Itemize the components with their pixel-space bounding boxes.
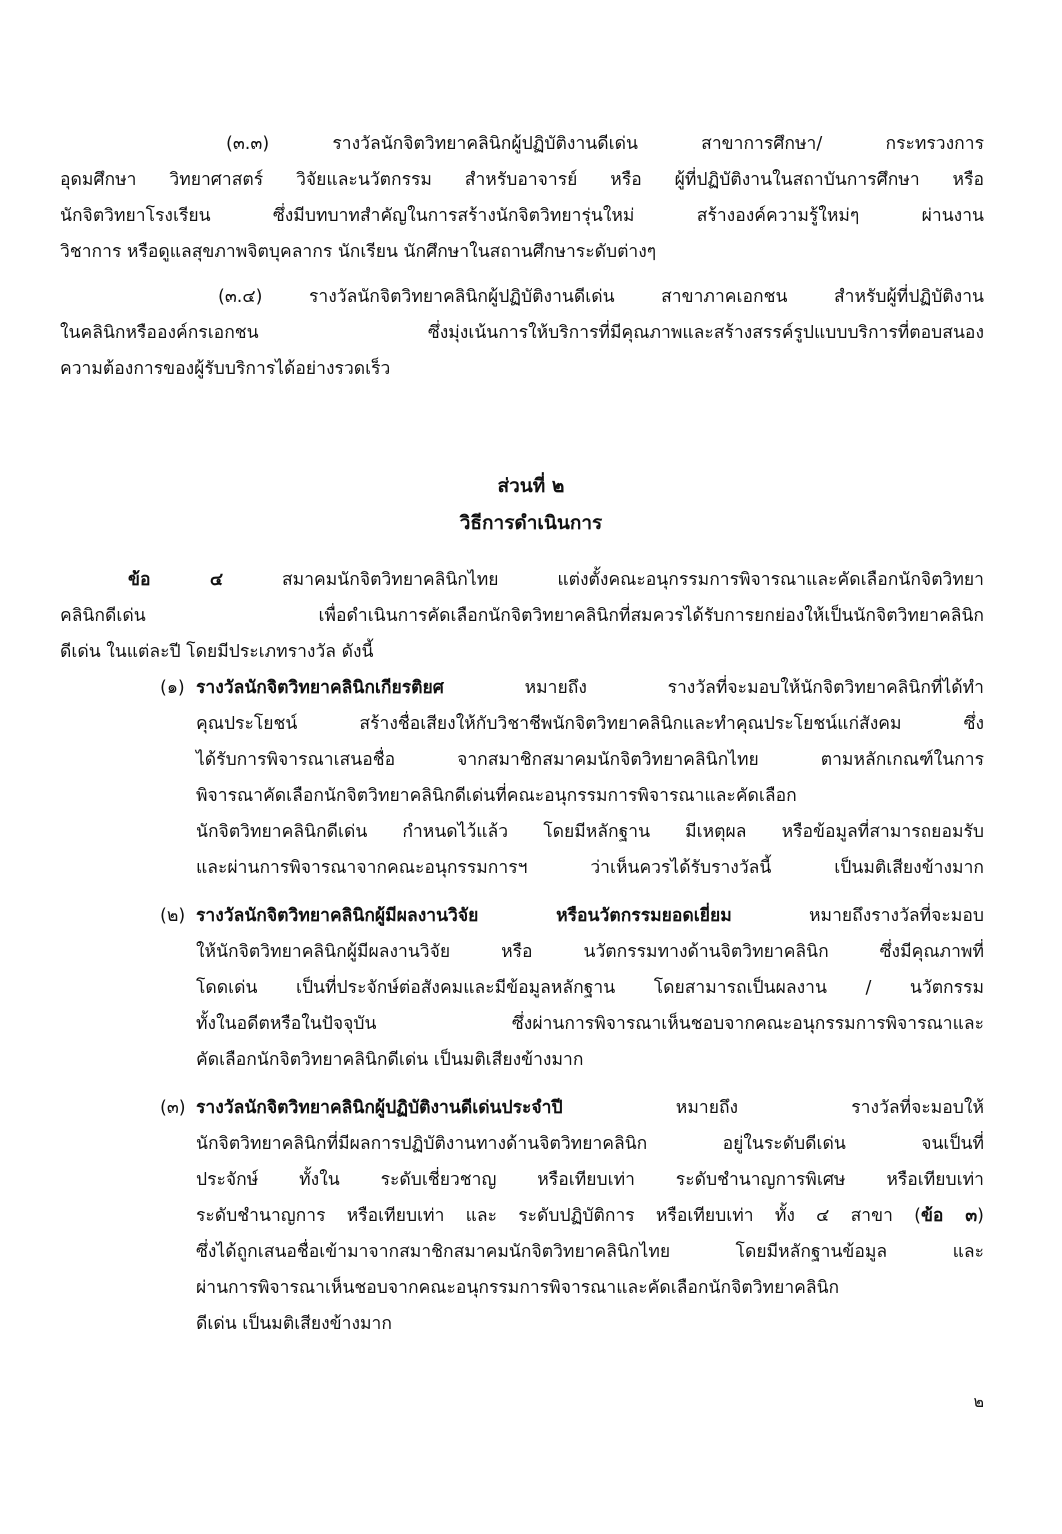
para-3-4-line-1: (๓.๔) รางวัลนักจิตวิทยาคลินิกผู้ปฏิบัติงานดีเด่น สาขาภาคเอกชน สำหรับผู้ที่ปฏิบัติงาน	[218, 287, 984, 307]
para-3-3-line-1: (๓.๓) รางวัลนักจิตวิทยาคลินิกผู้ปฏิบัติงานดีเด่น สาขาการศึกษา/ กระทรวงการ	[226, 134, 984, 154]
award-2-line-1	[196, 898, 984, 934]
award-3-number: (๓)	[160, 1098, 186, 1118]
award-2-line-3: โดดเด่น เป็นที่ประจักษ์ต่อสังคมและมีข้อมูลหลักฐาน โดยสามารถเป็นผลงาน / นวัตกรรม	[196, 978, 984, 998]
award-2-first-rest: หมายถึงรางวัลที่จะมอบ	[809, 906, 984, 926]
para-3-3-line-2: อุดมศึกษา วิทยาศาสตร์ วิจัยและนวัตกรรม สำหรับอาจารย์ หรือ ผู้ที่ปฏิบัติงานในสถาบันการศึกษา หรือ	[60, 170, 984, 190]
award-3-line-2: นักจิตวิทยาคลินิกที่มีผลการปฏิบัติงานทางด้านจิตวิทยาคลินิก อยู่ในระดับดีเด่น จนเป็นที่	[196, 1134, 984, 1154]
award-3-line-6: ผ่านการพิจารณาเห็นชอบจากคณะอนุกรรมการพิจารณาและคัดเลือกนักจิตวิทยาคลินิก	[196, 1278, 840, 1298]
award-3-first-rest: หมายถึง รางวัลที่จะมอบให้	[675, 1098, 984, 1118]
article-4-line-1	[128, 562, 984, 598]
award-1-title: รางวัลนักจิตวิทยาคลินิกเกียรติยศ	[196, 678, 444, 698]
award-2-line-5: คัดเลือกนักจิตวิทยาคลินิกดีเด่น เป็นมติเสียงข้างมาก	[196, 1050, 584, 1070]
award-3-line-4	[196, 1198, 984, 1234]
award-3-line-1	[196, 1090, 984, 1126]
award-3-line-4-ref: ข้อ ๓	[920, 1206, 978, 1226]
award-3-line-4-post: )	[977, 1206, 984, 1226]
award-2-title: รางวัลนักจิตวิทยาคลินิกผู้มีผลงานวิจัย หรือนวัตกรรมยอดเยี่ยม	[196, 906, 732, 926]
award-3-line-7: ดีเด่น เป็นมติเสียงข้างมาก	[196, 1314, 392, 1334]
award-1-number: (๑)	[160, 678, 185, 698]
para-3-4-line-3: ความต้องการของผู้รับบริการได้อย่างรวดเร็ว	[60, 359, 391, 379]
award-1-line-1	[196, 670, 984, 706]
award-1-line-4: พิจารณาคัดเลือกนักจิตวิทยาคลินิกดีเด่นที่คณะอนุกรรมการพิจารณาและคัดเลือก	[196, 786, 797, 806]
award-2-number: (๒)	[160, 906, 186, 926]
award-1-first-rest: หมายถึง รางวัลที่จะมอบให้นักจิตวิทยาคลินิกที่ได้ทำ	[524, 678, 984, 698]
award-3-title: รางวัลนักจิตวิทยาคลินิกผู้ปฏิบัติงานดีเด่นประจำปี	[196, 1098, 563, 1118]
article-4-line-3: ดีเด่น ในแต่ละปี โดยมีประเภทรางวัล ดังนี้	[60, 642, 374, 662]
award-1-line-6: และผ่านการพิจารณาจากคณะอนุกรรมการฯ ว่าเห็นควรได้รับรางวัลนี้ เป็นมติเสียงข้างมาก	[196, 858, 984, 878]
award-1-line-5: นักจิตวิทยาคลินิกดีเด่น กำหนดไว้แล้ว โดยมีหลักฐาน มีเหตุผล หรือข้อมูลที่สามารถยอมรับ	[196, 822, 984, 842]
article-4-first-line: สมาคมนักจิตวิทยาคลินิกไทย แต่งตั้งคณะอนุกรรมการพิจารณาและคัดเลือกนักจิตวิทยา	[282, 570, 984, 590]
page-number: ๒	[973, 1392, 984, 1411]
part-heading: ส่วนที่ ๒	[497, 475, 565, 497]
award-3-line-5: ซึ่งได้ถูกเสนอชื่อเข้ามาจากสมาชิกสมาคมนักจิตวิทยาคลินิกไทย โดยมีหลักฐานข้อมูล และ	[196, 1242, 984, 1262]
award-3-line-3: ประจักษ์ ทั้งใน ระดับเชี่ยวชาญ หรือเทียบเท่า ระดับชำนาญการพิเศษ หรือเทียบเท่า	[196, 1170, 984, 1190]
award-1-line-3: ได้รับการพิจารณาเสนอชื่อ จากสมาชิกสมาคมนักจิตวิทยาคลินิกไทย ตามหลักเกณฑ์ในการ	[196, 750, 984, 770]
award-1-line-2: คุณประโยชน์ สร้างชื่อเสียงให้กับวิชาชีพนักจิตวิทยาคลินิกและทำคุณประโยชน์แก่สังคม ซึ่ง	[196, 714, 984, 734]
award-2-line-2: ให้นักจิตวิทยาคลินิกผู้มีผลงานวิจัย หรือ นวัตกรรมทางด้านจิตวิทยาคลินิก ซึ่งมีคุณภาพที่	[196, 942, 984, 962]
para-3-3-line-4: วิชาการ หรือดูแลสุขภาพจิตบุคลากร นักเรียน นักศึกษาในสถานศึกษาระดับต่างๆ	[60, 242, 657, 262]
award-3-line-4-pre: ระดับชำนาญการ หรือเทียบเท่า และ ระดับปฏิบัติการ หรือเทียบเท่า ทั้ง ๔ สาขา (	[196, 1206, 921, 1226]
para-3-4-line-2: ในคลินิกหรือองค์กรเอกชน ซึ่งมุ่งเน้นการให้บริการที่มีคุณภาพและสร้างสรรค์รูปแบบบริการที่ตอบสนอง	[60, 323, 984, 343]
para-3-3-line-3: นักจิตวิทยาโรงเรียน ซึ่งมีบทบาทสำคัญในการสร้างนักจิตวิทยารุ่นใหม่ สร้างองค์ความรู้ใหม่ๆ ผ่านงาน	[60, 206, 984, 226]
award-2-line-4: ทั้งในอดีตหรือในปัจจุบัน ซึ่งผ่านการพิจารณาเห็นชอบจากคณะอนุกรรมการพิจารณาและ	[196, 1014, 984, 1034]
part-subheading: วิธีการดำเนินการ	[459, 512, 603, 534]
article-4-label: ข้อ ๔	[128, 570, 224, 590]
article-4-line-2: คลินิกดีเด่น เพื่อดำเนินการคัดเลือกนักจิตวิทยาคลินิกที่สมควรได้รับการยกย่องให้เป็นนักจิตวิทยาคลินิก	[60, 606, 984, 626]
